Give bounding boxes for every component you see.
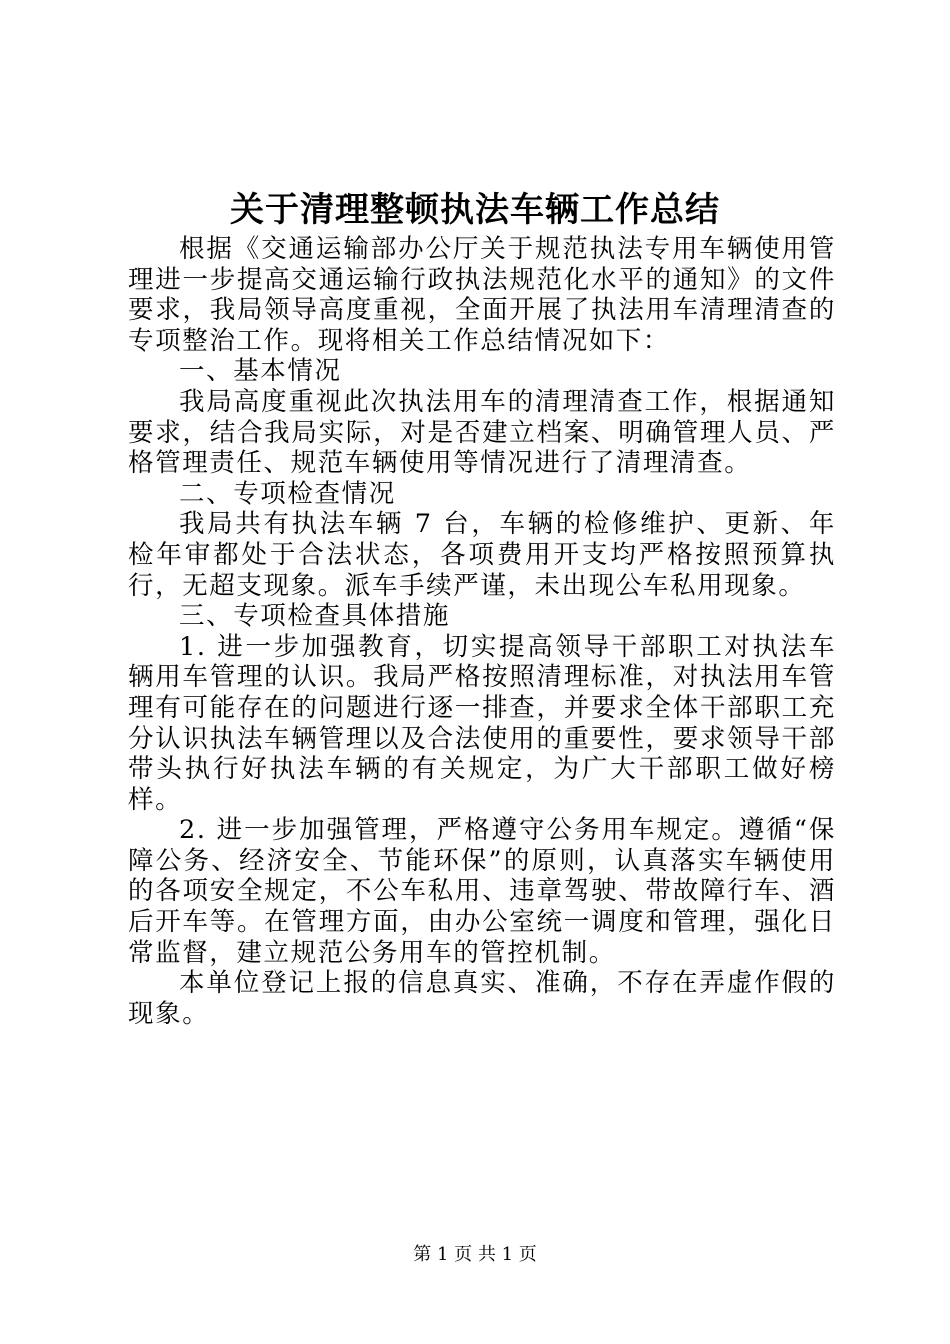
measure-2-paragraph: 2. 进一步加强管理，严格遵守公务用车规定。遵循“保障公务、经济安全、节能环保”的原则，认真落实车辆使用的各项安全规定，不公车私用、违章驾驶、带故障行车、酒后开车等。在管理方面，由办公室统一调度和管理，强化日常监督，建立规范公务用车的管控机制。 — [128, 815, 836, 968]
document-body — [128, 234, 836, 1029]
measure-1-paragraph: 1. 进一步加强教育，切实提高领导干部职工对执法车辆用车管理的认识。我局严格按照清理标准，对执法用车管理有可能存在的问题进行逐一排查，并要求全体干部职工充分认识执法车辆管理以及合法使用的重要性，要求领导干部带头执行好执法车辆的有关规定，为广大干部职工做好榜样。 — [128, 631, 836, 815]
document-title: 关于清理整顿执法车辆工作总结 — [230, 190, 720, 230]
section-heading-measures: 三、专项检查具体措施 — [179, 601, 451, 632]
page-footer: 第 1 页 共 1 页 — [413, 1244, 537, 1265]
section-heading-inspection: 二、专项检查情况 — [179, 478, 396, 509]
inspection-paragraph: 我局共有执法车辆 7 台，车辆的检修维护、更新、年检年审都处于合法状态，各项费用开支均严格按照预算执行，无超支现象。派车手续严谨，未出现公车私用现象。 — [128, 509, 836, 601]
intro-paragraph: 根据《交通运输部办公厅关于规范执法专用车辆使用管理进一步提高交通运输行政执法规范化水平的通知》的文件要求，我局领导高度重视，全面开展了执法用车清理清查的专项整治工作。现将相关工作总结情况如下： — [128, 234, 836, 356]
declaration-paragraph: 本单位登记上报的信息真实、准确，不存在弄虚作假的现象。 — [128, 968, 836, 1029]
basic-situation-paragraph: 我局高度重视此次执法用车的清理清查工作，根据通知要求，结合我局实际，对是否建立档案、明确管理人员、严格管理责任、规范车辆使用等情况进行了清理清查。 — [128, 386, 836, 479]
section-heading-basic: 一、基本情况 — [179, 356, 342, 387]
